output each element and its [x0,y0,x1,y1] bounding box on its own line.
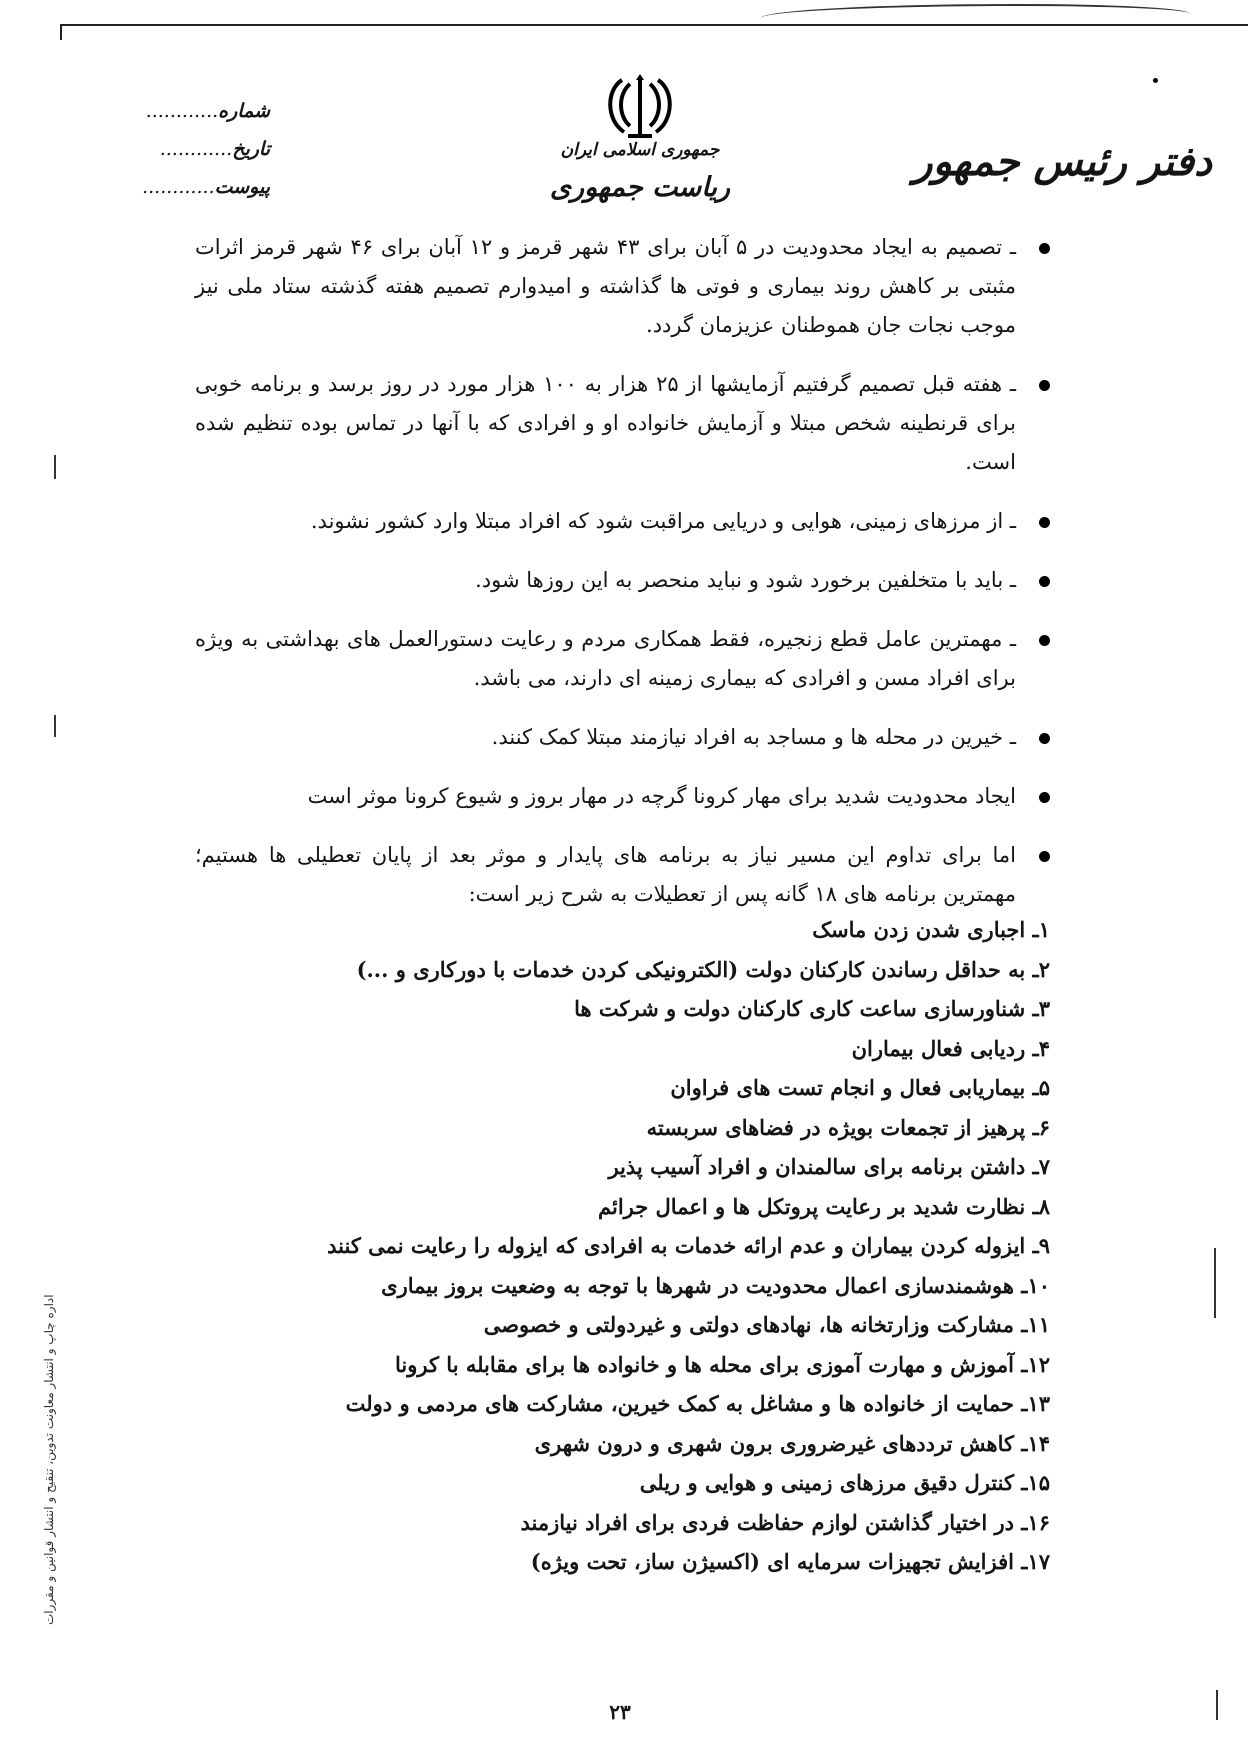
bullet-item: اما برای تداوم این مسیر نیاز به برنامه های پایدار و موثر بعد از پایان تعطیلی ها هستیم؛ مهمترین برنامه های ۱۸ گانه پس از تعطیلات به شرح زیر است: [195,836,1050,914]
iran-emblem-icon [600,72,680,142]
scan-border-top [60,24,1248,26]
program-item: ۷ـ داشتن برنامه برای سالمندان و افراد آسیب پذیر [608,1154,1050,1179]
bullet-dot-icon [1039,792,1050,803]
program-item: ۶ـ پرهیز از تجمعات بویژه در فضاهای سربسته [646,1114,1050,1140]
program-list [180,910,1050,1582]
reference-attachment-label: پیوست [214,176,270,198]
reference-date-field [100,138,270,160]
program-item: ۵ـ بیماریابی فعال و انجام تست های فراوان [670,1075,1050,1100]
scan-artifact [1216,1690,1218,1720]
header-country: جمهوری اسلامی ایران [560,140,720,160]
bullet-item: ـ از مرزهای زمینی، هوایی و دریایی مراقبت شود که افراد مبتلا وارد کشور نشوند. [195,502,1050,541]
scan-artifact [1214,1248,1216,1318]
reference-date-label: تاریخ [232,138,270,160]
bullet-dot-icon [1039,576,1050,587]
program-item: ۱۷ـ افزایش تجهیزات سرمایه ای (اکسیژن ساز، تحت ویژه) [530,1549,1050,1574]
reference-dots: ............ [145,100,219,122]
side-note: اداره چاپ و انتشار معاونت تدوین، تنقیح و انتشار قوانین و مقررات [42,1294,56,1625]
bullet-dot-icon [1039,733,1050,744]
program-item: ۱۰ـ هوشمندسازی اعمال محدودیت در شهرها با توجه به وضعیت بروز بیماری [381,1272,1050,1298]
bullet-dot-icon [1039,380,1050,391]
program-item: ۲ـ به حداقل رساندن کارکنان دولت (الکترونیکی کردن خدمات با دورکاری و ...) [356,956,1050,982]
bullet-item: ـ مهمترین عامل قطع زنجیره، فقط همکاری مردم و رعایت دستورالعمل های بهداشتی به ویژه برای افراد مسن و افرادی که بیماری زمینه ای دارند، می باشد. [195,620,1050,698]
header-presidency: ریاست جمهوری [549,172,731,203]
bullet-dot-icon [1039,635,1050,646]
page-number: ۲۳ [609,1700,631,1724]
bullet-item: ـ خیرین در محله ها و مساجد به افراد نیازمند مبتلا کمک کنند. [195,718,1050,757]
program-item: ۱۲ـ آموزش و مهارت آموزی برای محله ها و خانواده ها برای مقابله با کرونا [395,1351,1050,1377]
program-item: ۸ـ نظارت شدید بر رعایت پروتکل ها و اعمال جرائم [598,1193,1050,1219]
program-item: ۴ـ ردیابی فعال بیماران [851,1035,1050,1061]
reference-dots: ............ [159,138,233,160]
bullet-dot-icon [1039,517,1050,528]
scan-artifact [54,715,56,737]
program-item: ۳ـ شناورسازی ساعت کاری کارکنان دولت و شرکت ها [574,996,1050,1021]
program-item: ۱۶ـ در اختیار گذاشتن لوازم حفاظت فردی برای افراد نیازمند [520,1509,1050,1535]
scan-artifact [54,455,56,479]
program-item: ۱۵ـ کنترل دقیق مرزهای زمینی و هوایی و ریلی [639,1470,1050,1495]
program-item: ۱۳ـ حمایت از خانواده ها و مشاغل به کمک خیرین، مشارکت های مردمی و دولت [345,1391,1050,1416]
bullet-dot-icon [1039,243,1050,254]
bullet-item: ـ هفته قبل تصمیم گرفتیم آزمایشها از ۲۵ هزار به ۱۰۰ هزار مورد در روز برسد و برنامه خوبی برای قرنطینه شخص مبتلا و آزمایش خانواده او و افرادی که با آنها در تماس بوده تنظیم شده است. [195,365,1050,482]
scan-border-corner [60,26,62,40]
reference-dots: ............ [142,176,215,198]
bullet-item: ـ باید با متخلفین برخورد شود و نباید منحصر به این روزها شود. [195,561,1050,600]
scan-artifact [1153,78,1158,83]
reference-attachment-field [100,176,270,198]
bullet-item: ایجاد محدودیت شدید برای مهار کرونا گرچه در مهار بروز و شیوع کرونا موثر است [195,777,1050,816]
bullet-item: ـ تصمیم به ایجاد محدودیت در ۵ آبان برای ۴۳ شهر قرمز و ۱۲ آبان برای ۴۶ شهر قرمز اثرات مثبتی بر کاهش روند بیماری و فوتی ها گذاشته و امیدوارم تصمیم هفته گذشته ستاد ملی نیز موجب نجات جان هموطنان عزیزمان گردد. [195,228,1050,345]
program-item: ۱۱ـ مشارکت وزارتخانه ها، نهادهای دولتی و غیردولتی و خصوصی [483,1312,1050,1337]
program-item: ۱۴ـ کاهش ترددهای غیرضروری برون شهری و درون شهری [534,1430,1050,1456]
bullet-list [195,228,1050,934]
bullet-dot-icon [1039,851,1050,862]
reference-number-field [100,100,270,122]
program-item: ۱ـ اجباری شدن زدن ماسک [812,917,1050,942]
reference-number-label: شماره [218,100,270,122]
office-title: دفتر رئیس جمهور [913,138,1212,185]
program-item: ۹ـ ایزوله کردن بیماران و عدم ارائه خدمات به افرادی که ایزوله را رعایت نمی کنند [327,1233,1050,1258]
